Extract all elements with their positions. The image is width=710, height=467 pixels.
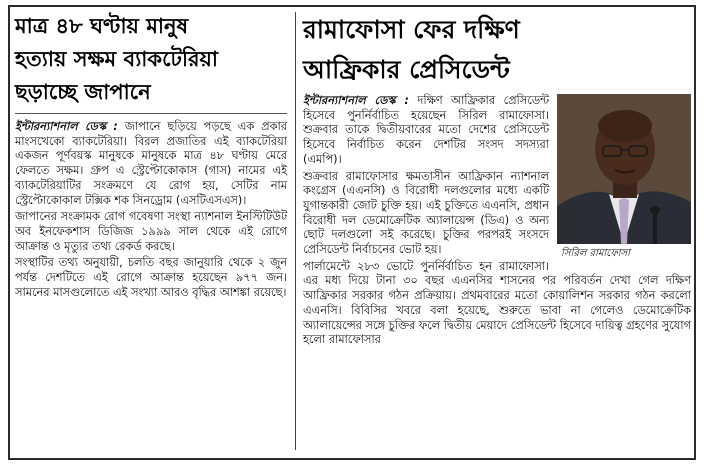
headline-line-2: আফ্রিকার প্রেসিডেন্ট — [303, 55, 510, 84]
ramaphosa-photo — [557, 94, 691, 244]
article-paragraph-2: শুক্রবার রামাফোসার ক্ষমতাসীন আফ্রিকান ন্যাশনাল কংগ্রেস (এএনসি) ও বিরোধী দলগুলোর মধ্যে একটি যুগান্তকারী জোট চুক্তি হয়। এই চুক্তিতে এএনসি, প্রধান বিরোধী দল ডেমোক্রেটিক অ্যালায়েন্স (ডিএ) ও অন্য ছোট দলগুলো সই করেছে। চুক্তির পরপরই সংসদে প্রেসিডেন্ট নির্বাচনের ভোট হয়। — [303, 169, 549, 257]
photo-caption: সিরিল রামাফোসা — [561, 248, 631, 259]
article-japan-bacteria — [15, 10, 287, 302]
article-paragraph-2: জাপানের সংক্রামক রোগ গবেষণা সংস্থা ন্যাশনাল ইনস্টিটিউট অব ইনফেকশাস ডিজিজ ১৯৯৯ সাল থেকে এই রোগে আক্রান্ত ও মৃত্যুর তথ্য রেকর্ড করছে। — [15, 210, 287, 253]
article-ramaphosa — [303, 10, 691, 350]
paragraph-1-text: দক্ষিণ আফ্রিকার প্রেসিডেন্ট হিসেবে পুনর্নির্বাচিত হয়েছেন সিরিল রামাফোসা। শুক্রবার তাকে দ্বিতীয়বারের মতো দেশের প্রেসিডেন্ট হিসেবে নির্বাচিত করেন দেশটির সংসদ সদস্যরা (এমপি)। — [303, 94, 549, 166]
headline-japan-bacteria — [15, 10, 287, 109]
column-divider — [295, 12, 296, 450]
headline-rule — [15, 113, 287, 114]
article-paragraph-3: সংস্থাটির তথ্য অনুযায়ী, চলতি বছর জানুয়ারি থেকে ২ জুন পর্যন্ত দেশটিতে এই রোগে আক্রান্ত হয়েছেন ৯৭৭ জন। সামনের মাসগুলোতে এই সংখ্যা আরও বৃদ্ধির আশঙ্কা রয়েছে। — [15, 256, 287, 299]
headline-line-3: ছড়াচ্ছে জাপানে — [15, 80, 151, 104]
photo-block — [557, 94, 691, 260]
article-paragraph-1 — [15, 120, 287, 208]
dateline: ইন্টারন্যাশনাল ডেস্ক : — [303, 94, 409, 107]
headline-line-1: মাত্র ৪৮ ঘণ্টায় মানুষ — [15, 14, 189, 38]
dateline: ইন্টারন্যাশনাল ডেস্ক : — [15, 120, 118, 133]
paragraph-1-text: জাপানে ছড়িয়ে পড়ছে এক প্রকার মাংসখেকো ব্যাকটেরিয়া। বিরল প্রজাতির এই ব্যাকটেরিয়া একজন পূর্ণবয়স্ক মানুষকে মানুষকে মাত্র ৪৮ ঘণ্টায় মেরে ফেলতে সক্ষম। গ্রুপ এ স্ট্রেপ্টোকোকাস (গাস) নামের এই ব্যাকটেরিয়াটির সংক্রমণে যে রোগ হয়, সেটির নাম স্ট্রেপ্টোকোকাল টক্সিক শক সিনড্রোম (এসটিএসএস)। — [15, 120, 288, 207]
headline-line-2: হত্যায় সক্ষম ব্যাকটেরিয়া — [15, 47, 218, 71]
article-paragraph-3: পার্লামেন্টে ২৮৩ ভোটে পুনর্নির্বাচিত হন রামাফোসা। এর মধ্য দিয়ে টানা ৩০ বছর এএনসির শাসনের পর পরিবর্তন দেখা গেল দক্ষিণ আফ্রিকার সরকার গঠন প্রক্রিয়ায়। প্রথমবারের মতো কোয়ালিশন সরকার গঠন করলো এএনসি। বিবিসির খবরে বলা হয়েছে, শুরুতে ভাবা না গেলেও ডেমোক্রেটিক অ্যালায়েন্সের সঙ্গে চুক্তির ফলে দ্বিতীয় মেয়াদে প্রেসিডেন্ট হিসেবে দায়িত্ব গ্রহণের সুযোগ হলো রামাফোসার — [303, 259, 691, 347]
headline-ramaphosa — [303, 10, 691, 90]
headline-line-1: রামাফোসা ফের দক্ষিণ — [303, 15, 520, 44]
